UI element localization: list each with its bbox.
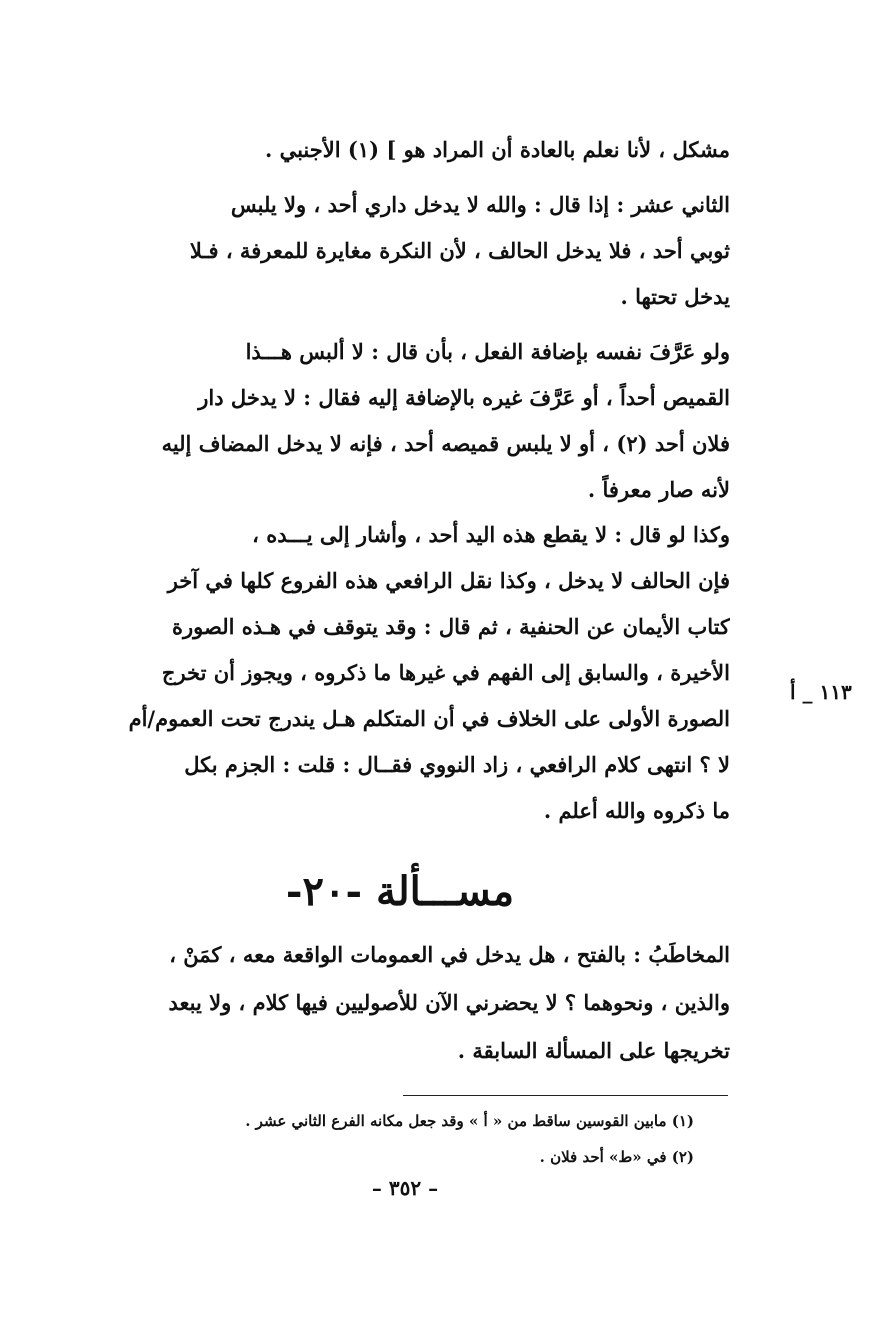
section-text (78, 932, 730, 1077)
text-line: كتاب الأيمان عن الحنفية ، ثم قال : وقد يتوقف في هـذه الصورة (172, 614, 730, 639)
page-number: – ٣٥٢ – (371, 1176, 439, 1200)
text-line: ولو عَرَّفَ نفسه بإضافة الفعل ، بأن قال : لا ألبس هـــذا (245, 339, 730, 364)
footnote-separator (403, 1095, 728, 1096)
text-line: لا ؟ انتهى كلام الرافعي ، زاد النووي فقــال : قلت : الجزم بكل (184, 752, 730, 777)
text-line: يدخل تحتها . (620, 284, 730, 309)
text-line: فلان أحد (٢) ، أو لا يلبس قميصه أحد ، فإنه لا يدخل المضاف إليه (161, 431, 730, 456)
footnote: (٢) في «ط» أحد فلان . (539, 1148, 694, 1166)
main-text (78, 127, 730, 847)
text-line: وكذا لو قال : لا يقطع هذه اليد أحد ، وأشار إلى يـــده ، (252, 522, 730, 547)
text-line: الأخيرة ، والسابق إلى الفهم في غيرها ما ذكروه ، ويجوز أن تخرج (161, 660, 730, 685)
text-line: مشكل ، لأنا نعلم بالعادة أن المراد هو ] (١) الأجنبي . (264, 137, 730, 162)
text-line: فإن الحالف لا يدخل ، وكذا نقل الرافعي هذه الفروع كلها في آخر (167, 568, 730, 593)
text-line: الصورة الأولى على الخلاف في أن المتكلم هـل يندرج تحت العموم/أم (128, 706, 730, 731)
footnote: (١) مابين القوسين ساقط من « أ » وقد جعل مكانه الفرع الثاني عشر . (245, 1112, 694, 1130)
text-line: الثاني عشر : إذا قال : والله لا يدخل داري أحد ، ولا يلبس (230, 192, 730, 217)
text-line: تخريجها على المسألة السابقة . (457, 1038, 730, 1063)
text-line: والذين ، ونحوهما ؟ لا يحضرني الآن للأصوليين فيها كلام ، ولا يبعد (168, 990, 730, 1015)
text-line: المخاطَبُ : بالفتح ، هل يدخل في العمومات الواقعة معه ، كمَنْ ، (169, 942, 730, 967)
text-line: ثوبي أحد ، فلا يدخل الحالف ، لأن النكرة مغايرة للمعرفة ، فـلا (189, 238, 730, 263)
section-heading: مســـألة -٢٠- (285, 868, 515, 915)
text-line: القميص أحداً ، أو عَرَّفَ غيره بالإضافة إليه فقال : لا يدخل دار (198, 385, 730, 410)
margin-folio-note: ١١٣ _ أ (790, 680, 852, 704)
text-line: ما ذكروه والله أعلم . (543, 798, 730, 823)
text-line: لأنه صار معرفاً . (587, 477, 730, 502)
